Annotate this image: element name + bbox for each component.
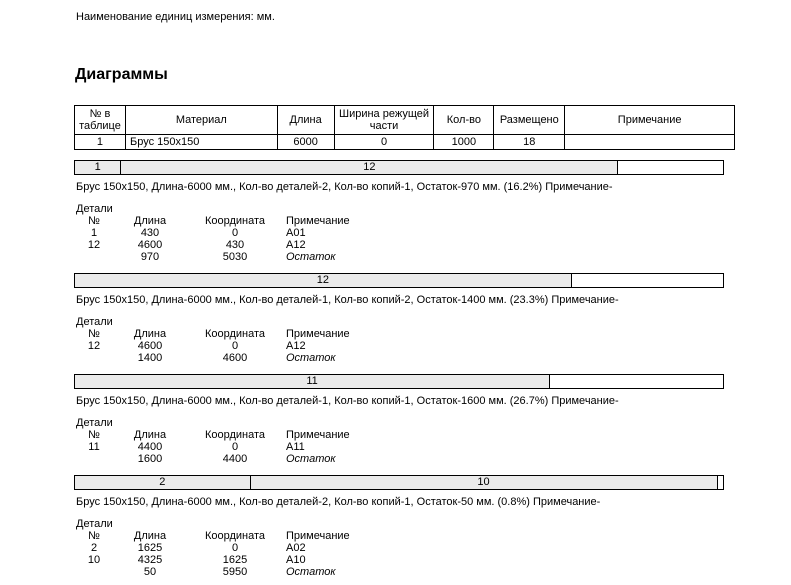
bar-segment [75,476,251,489]
segment-label: 12 [363,161,376,173]
details-header-length: Длина [133,530,167,542]
segment-label: 1 [94,161,101,173]
col-header-length: Длина [277,106,334,135]
details-header-length: Длина [133,429,167,441]
detail-length: 4325 [137,554,163,566]
col-header-note: Примечание [565,106,735,135]
remainder-length: 1600 [137,453,163,465]
detail-length: 1625 [137,542,163,554]
detail-coord: 1625 [222,554,248,566]
col-header-quantity: Кол-во [434,106,494,135]
col-header-placed: Размещено [494,106,565,135]
detail-note: A01 [286,227,306,239]
diagram-description: Брус 150х150, Длина-6000 мм., Кол-во деталей-2, Кол-во копий-1, Остаток-970 мм. (16.2%) Примечание- [76,181,613,193]
cut-diagram-bar [74,374,724,389]
details-header-length: Длина [133,328,167,340]
detail-note: A02 [286,542,306,554]
units-note: Наименование единиц измерения: мм. [76,11,275,23]
details-label: Детали [76,518,113,530]
detail-length: 4600 [137,239,163,251]
materials-table [74,105,735,150]
diagram-description: Брус 150х150, Длина-6000 мм., Кол-во деталей-2, Кол-во копий-1, Остаток-50 мм. (0.8%) Примечание- [76,496,601,508]
remainder-length: 1400 [137,352,163,364]
segment-label: 10 [477,476,490,488]
table-header-row [75,106,735,135]
bar-segment [75,375,550,388]
detail-number: 10 [87,554,101,566]
details-header-length: Длина [133,215,167,227]
page-title: Диаграммы [75,66,168,83]
cut-diagram-bar [74,273,724,288]
segment-label: 12 [316,274,330,286]
detail-coord: 0 [231,441,239,453]
details-header-coord: Координата [204,530,266,542]
detail-note: A10 [286,554,306,566]
remainder-note: Остаток [286,453,336,465]
cell-material: Брус 150х150 [125,135,277,150]
bar-segment [251,476,718,489]
remainder-coord: 4400 [222,453,248,465]
cut-diagram-bar [74,160,724,175]
details-header-number: № [88,328,100,340]
detail-length: 4400 [137,441,163,453]
remainder-note: Остаток [286,251,336,263]
detail-number: 12 [87,239,101,251]
detail-coord: 430 [225,239,245,251]
detail-note: A11 [286,441,305,453]
detail-note: A12 [286,340,306,352]
detail-coord: 0 [231,340,239,352]
detail-coord: 0 [231,542,239,554]
remainder-length: 970 [140,251,160,263]
segment-label: 11 [306,375,318,387]
remainder-coord: 5950 [222,566,248,578]
cell-placed: 18 [494,135,565,150]
detail-number: 1 [90,227,98,239]
detail-length: 4600 [137,340,163,352]
details-header-coord: Координата [204,429,266,441]
bar-segment [121,161,618,174]
remainder-length: 50 [143,566,157,578]
details-label: Детали [76,203,113,215]
details-label: Детали [76,417,113,429]
col-header-cut-width: Ширина режущей части [334,106,434,135]
diagram-description: Брус 150х150, Длина-6000 мм., Кол-во деталей-1, Кол-во копий-2, Остаток-1400 мм. (23.3%) Примечание- [76,294,619,306]
remainder-coord: 4600 [222,352,248,364]
cell-quantity: 1000 [434,135,494,150]
bar-segment [75,274,572,287]
remainder-note: Остаток [286,352,336,364]
remainder-note: Остаток [286,566,336,578]
diagram-description: Брус 150х150, Длина-6000 мм., Кол-во деталей-1, Кол-во копий-1, Остаток-1600 мм. (26.7%) Примечание- [76,395,619,407]
details-header-note: Примечание [286,429,350,441]
detail-coord: 0 [231,227,239,239]
detail-note: A12 [286,239,306,251]
details-header-number: № [88,530,100,542]
detail-number: 12 [87,340,101,352]
detail-number: 11 [88,441,100,453]
col-header-number: № в таблице [75,106,126,135]
cell-cut-width: 0 [334,135,434,150]
table-row [75,135,735,150]
details-header-note: Примечание [286,328,350,340]
bar-segment [75,161,121,174]
cell-note [565,135,735,150]
cell-length: 6000 [277,135,334,150]
detail-number: 2 [90,542,98,554]
detail-length: 430 [140,227,160,239]
details-header-note: Примечание [286,215,350,227]
details-header-number: № [88,429,100,441]
details-label: Детали [76,316,113,328]
segment-label: 2 [159,476,166,488]
details-header-coord: Координата [204,328,266,340]
details-header-coord: Координата [204,215,266,227]
cut-diagram-bar [74,475,724,490]
cell-number: 1 [75,135,126,150]
details-header-note: Примечание [286,530,350,542]
details-header-number: № [88,215,100,227]
col-header-material: Материал [125,106,277,135]
remainder-coord: 5030 [222,251,248,263]
